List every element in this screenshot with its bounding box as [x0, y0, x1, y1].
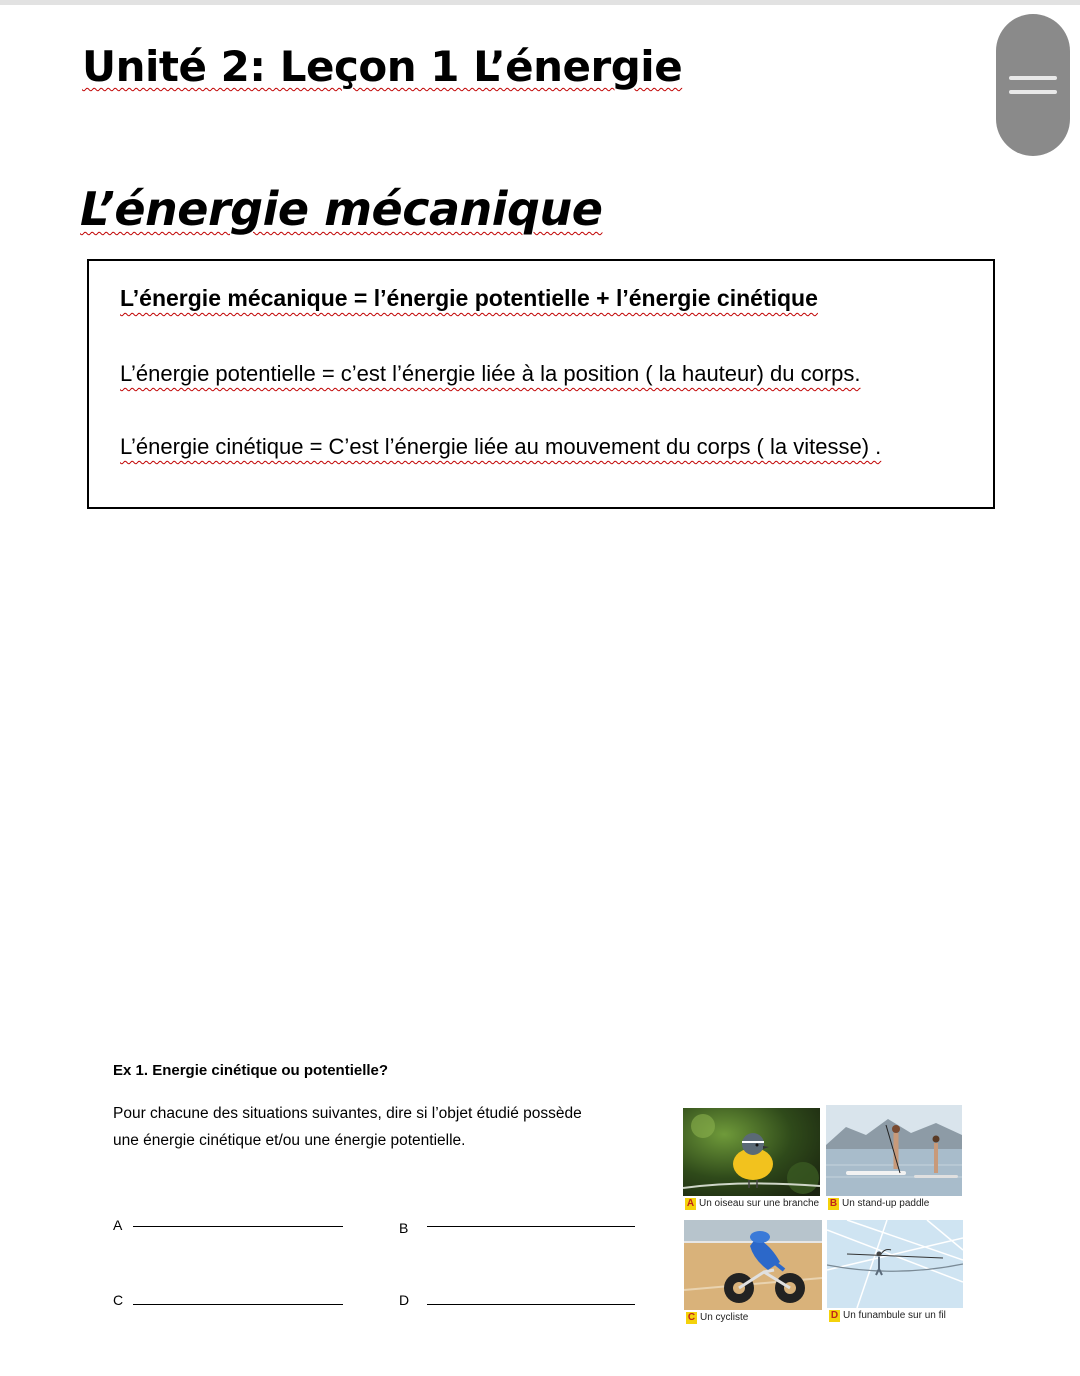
answer-line-c[interactable]	[133, 1304, 343, 1305]
definition-potential-energy: L’énergie potentielle = c’est l’énergie liée à la position ( la hauteur) du corps.	[120, 361, 861, 386]
answer-label-c: C	[113, 1292, 124, 1308]
answer-line-a[interactable]	[133, 1226, 343, 1227]
photo-stand-up-paddle	[826, 1105, 962, 1196]
section-heading	[80, 182, 602, 236]
menu-handle-icon	[1009, 76, 1057, 80]
answer-label-d: D	[399, 1292, 410, 1308]
definition-kinetic-energy: L’énergie cinétique = C’est l’énergie liée au mouvement du corps ( la vitesse) .	[120, 434, 882, 459]
page-title-text: Unité 2: Leçon 1 L’énergie	[82, 42, 683, 91]
section-heading-text: L’énergie mécanique	[80, 182, 603, 236]
photo-tightrope-walker	[827, 1220, 963, 1308]
caption-c: C Un cycliste	[687, 1312, 749, 1323]
definition-mechanical-energy: L’énergie mécanique = l’énergie potentielle + l’énergie cinétique	[120, 285, 818, 311]
exercise-instruction: Pour chacune des situations suivantes, dire si l’objet étudié possède une énergie cinétique et/ou une énergie potentielle.	[113, 1105, 582, 1149]
photo-bird-on-branch	[683, 1108, 820, 1196]
top-border	[0, 0, 1080, 5]
page-title	[82, 42, 682, 91]
caption-a: A Un oiseau sur une branche	[686, 1198, 820, 1209]
scroll-handle[interactable]	[996, 14, 1070, 156]
definitions-box	[87, 259, 995, 509]
caption-b: B Un stand-up paddle	[829, 1198, 930, 1209]
answer-line-b[interactable]	[427, 1226, 635, 1227]
exercise-title: Ex 1. Energie cinétique ou potentielle?	[113, 1062, 389, 1079]
answer-label-a: A	[113, 1217, 123, 1233]
photo-cyclist	[684, 1220, 822, 1310]
answer-label-b: B	[399, 1220, 409, 1236]
answer-line-d[interactable]	[427, 1304, 635, 1305]
caption-d: D Un funambule sur un fil	[830, 1310, 946, 1321]
